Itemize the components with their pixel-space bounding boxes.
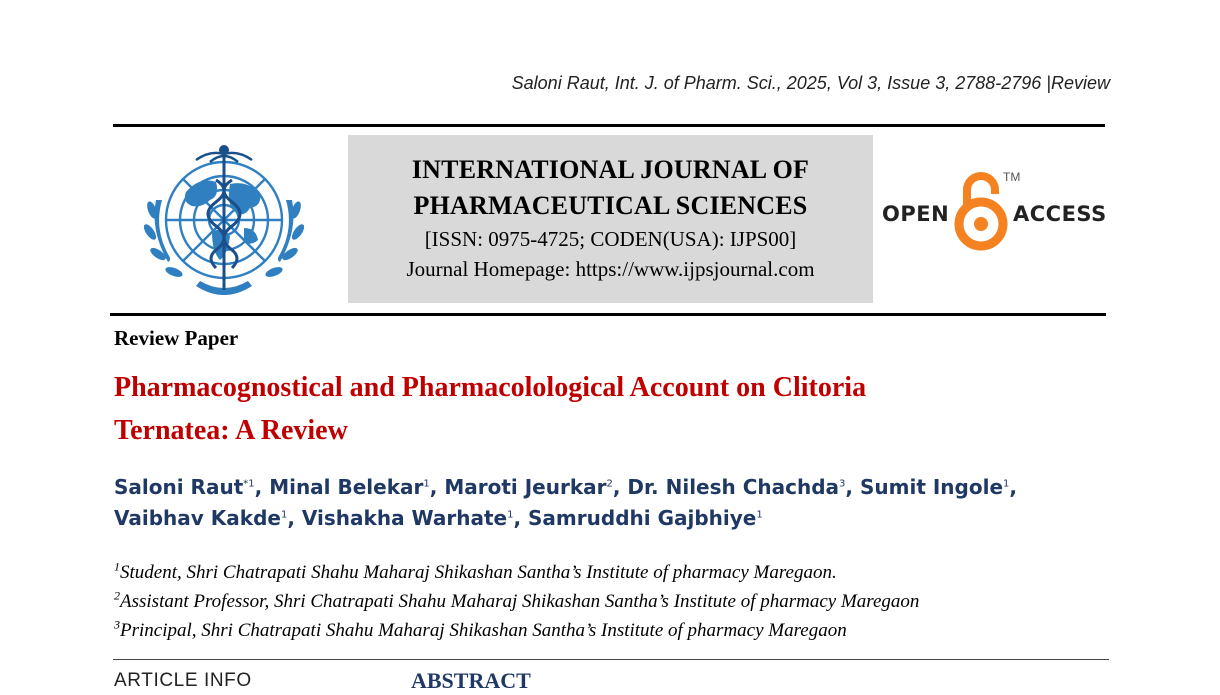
header-bottom-rule	[110, 313, 1106, 316]
header-top-rule	[113, 124, 1105, 127]
author-affiliation-mark: 1	[507, 509, 514, 521]
author-affiliation-mark: 3	[839, 478, 846, 490]
author-affiliation-mark: 1	[756, 509, 763, 521]
paper-title: Pharmacognostical and Pharmacolological Account on Clitoria Ternatea: A Review	[114, 372, 867, 446]
un-emblem-caduceus-icon	[126, 140, 322, 306]
trademark-mark: TM	[1003, 170, 1021, 184]
article-info-heading: ARTICLE INFO	[114, 670, 252, 691]
author-name: Vishakha Warhate	[301, 506, 508, 530]
abstract-heading: ABSTRACT	[411, 668, 531, 693]
author-name: Maroti Jeurkar	[444, 475, 607, 499]
author-affiliation-mark: 2	[606, 478, 613, 490]
affiliation-list	[114, 558, 1114, 645]
open-access-logo	[880, 168, 1110, 252]
affiliation-item: $^2$Assistant Professor, Shri Chatrapati Shahu Maharaj Shikashan Santha’s Institute of pharmacy Maregaon	[114, 588, 920, 612]
author-name: Vaibhav Kakde	[114, 506, 281, 530]
paper-type-label: Review Paper	[114, 326, 239, 350]
affiliation-item: $^3$Principal, Shri Chatrapati Shahu Maharaj Shikashan Santha’s Institute of pharmacy Maregaon	[114, 617, 847, 641]
author-list: Saloni Raut$^{*1}$, Minal Belekar$^1$, Maroti Jeurkar$^2$, Dr. Nilesh Chachda$^3$, Sumit Ingole$^1$, Vaibhav Kakde$^1$, Vishakha Warhate$^1$, Samruddhi Gajbhiye$^1$	[114, 475, 1017, 530]
running-header-citation: Saloni Raut, Int. J. of Pharm. Sci., 2025, Vol 3, Issue 3, 2788-2796 |Review	[511, 73, 1110, 93]
author-affiliation-mark: 1	[423, 478, 430, 490]
author-affiliation-mark: *1	[243, 478, 255, 490]
open-lock-icon	[951, 168, 1011, 252]
article-info-rule	[113, 659, 1109, 660]
author-name: Saloni Raut	[114, 475, 244, 499]
journal-title: INTERNATIONAL JOURNAL OF PHARMACEUTICAL SCIENCES	[411, 155, 810, 220]
journal-issn: [ISSN: 0975-4725; CODEN(USA): IJPS00]	[424, 227, 797, 251]
author-name: Samruddhi Gajbhiye	[528, 506, 757, 530]
open-access-open-text: OPEN	[882, 202, 950, 226]
author-affiliation-mark: 1	[280, 509, 288, 521]
affiliation-item: $^1$Student, Shri Chatrapati Shahu Maharaj Shikashan Santha’s Institute of pharmacy Maregaon.	[114, 559, 837, 583]
journal-masthead	[348, 135, 873, 303]
open-access-access-text: ACCESS	[1013, 202, 1107, 226]
journal-homepage: Journal Homepage: https://www.ijpsjournal.com	[406, 257, 815, 281]
author-name: Minal Belekar	[269, 475, 424, 499]
author-name: Dr. Nilesh Chachda	[627, 475, 840, 499]
author-affiliation-mark: 1	[1003, 478, 1010, 490]
author-name: Sumit Ingole	[859, 475, 1004, 499]
